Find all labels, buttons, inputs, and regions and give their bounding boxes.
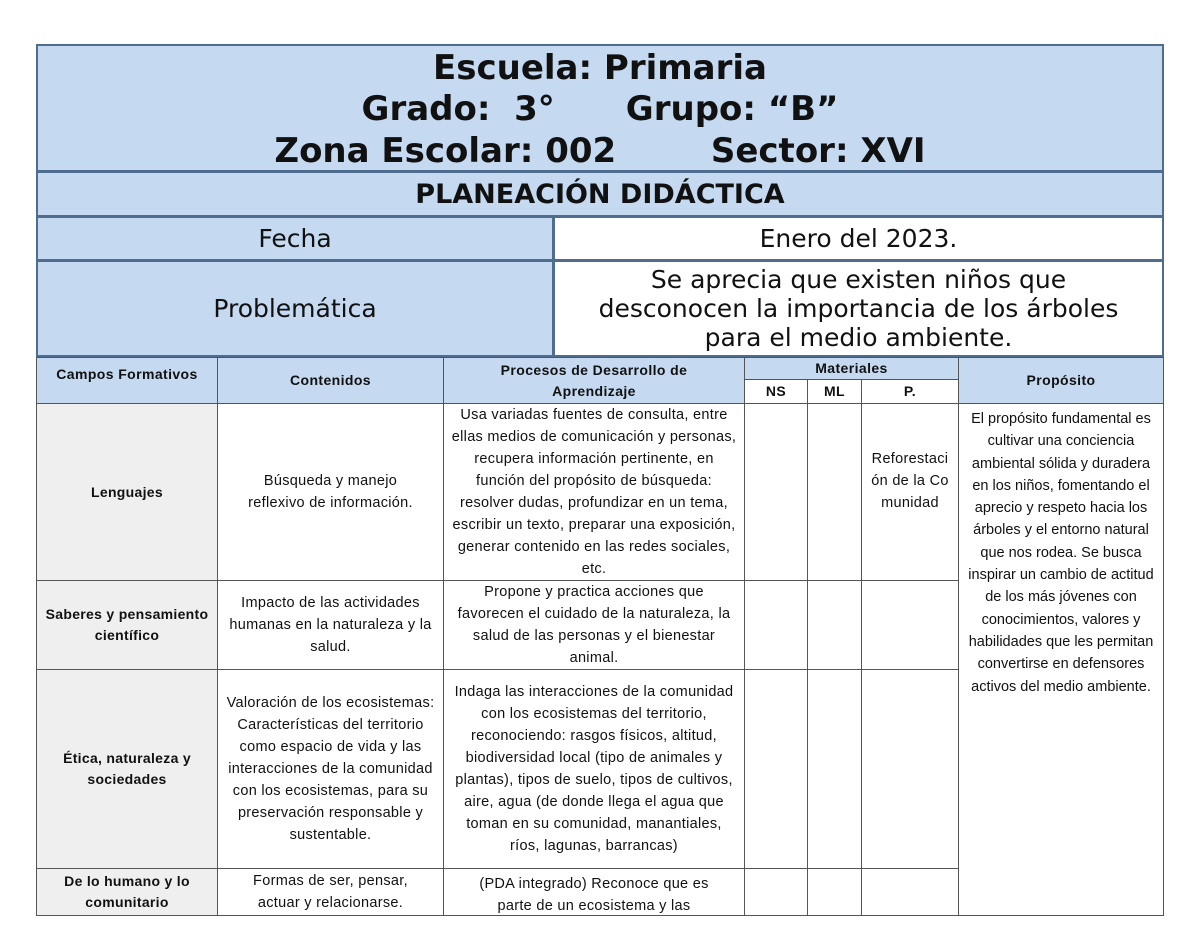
table-row-proceso xyxy=(443,403,745,581)
table-row-contenido xyxy=(217,403,444,581)
proceso-saberes: Propone y practica acciones que favorecen el cuidado de la naturaleza, la salud de las personas y el bienestar animal. xyxy=(457,584,731,666)
problematica-label-cell xyxy=(36,260,554,357)
fecha-label: Fecha xyxy=(258,224,332,253)
campo-humano: De lo humano y lo comunitario xyxy=(64,873,190,910)
proposito-cell xyxy=(958,403,1164,916)
school-name: Escuela: Primaria xyxy=(433,48,767,88)
campo-saberes: Saberes y pensamiento científico xyxy=(45,606,209,643)
contenido-saberes: Impacto de las actividades humanas en la naturaleza y la salud. xyxy=(229,595,432,655)
ml-cell xyxy=(807,868,862,916)
header-ml-text: ML xyxy=(823,383,845,399)
header-materiales-text: Materiales xyxy=(815,360,888,376)
p-cell xyxy=(861,580,959,670)
table-row-proceso xyxy=(443,669,745,869)
ns-cell xyxy=(744,669,808,869)
table-row-campo xyxy=(36,580,218,670)
header-campos xyxy=(36,357,218,404)
table-row-contenido xyxy=(217,580,444,670)
proposito-text: El propósito fundamental es cultivar una conciencia ambiental sólida y duradera en los niños, fomentando el aprecio y respeto hacia los árboles y el entorno natural que nos rodea. Se busca inspirar un cambio de actitud de los más jóvenes con conocimientos, valores y habilidades que les permitan convertirse en defensores activos del medio ambiente. xyxy=(968,411,1154,695)
ns-cell xyxy=(744,403,808,581)
header-procesos-text: Procesos de Desarrollo de Aprendizaje xyxy=(500,361,688,399)
header-procesos xyxy=(443,357,745,404)
p-cell xyxy=(861,669,959,869)
zone-sector: Zona Escolar: 002 Sector: XVI xyxy=(274,131,926,171)
table-row-proceso xyxy=(443,580,745,670)
header-p-text: P. xyxy=(903,383,917,399)
table-row-proceso xyxy=(443,868,745,916)
document-title xyxy=(36,171,1164,217)
header-ns xyxy=(744,379,808,404)
header-materiales xyxy=(744,357,959,380)
ml-cell xyxy=(807,403,862,581)
header-proposito xyxy=(958,357,1164,404)
table-row-campo xyxy=(36,669,218,869)
p-cell xyxy=(861,868,959,916)
table-row-campo xyxy=(36,403,218,581)
problematica-label: Problemática xyxy=(213,294,377,323)
ml-cell xyxy=(807,580,862,670)
document-title-text: PLANEACIÓN DIDÁCTICA xyxy=(415,178,785,210)
problematica-value-cell xyxy=(553,260,1164,357)
p-cell xyxy=(861,403,959,581)
header-campos-text: Campos Formativos xyxy=(56,366,198,382)
header-contenidos xyxy=(217,357,444,404)
table-row-contenido xyxy=(217,669,444,869)
header-ml xyxy=(807,379,862,404)
p-value: Reforestación de la Comunidad xyxy=(871,451,949,511)
fecha-value: Enero del 2023. xyxy=(759,224,958,253)
header-ns-text: NS xyxy=(765,383,787,399)
fecha-label-cell xyxy=(36,216,554,261)
campo-lenguajes: Lenguajes xyxy=(91,483,163,500)
contenido-etica: Valoración de los ecosistemas: Características del territorio como espacio de vida y las interacciones de la comunidad con los ecosistemas, para su preservación responsable y sustentable. xyxy=(226,695,435,843)
table-row-campo xyxy=(36,868,218,916)
problematica-value: Se aprecia que existen niños que desconocen la importancia de los árboles para el medio ambiente. xyxy=(598,265,1119,352)
ns-cell xyxy=(744,868,808,916)
header-p xyxy=(861,379,959,404)
ns-cell xyxy=(744,580,808,670)
school-header xyxy=(36,44,1164,172)
contenido-humano: Formas de ser, pensar, actuar y relacionarse. xyxy=(253,873,408,911)
grade-group: Grado: 3° Grupo: “B” xyxy=(361,89,839,129)
proceso-etica: Indaga las interacciones de la comunidad con los ecosistemas del territorio, reconociendo: rasgos físicos, altitud, biodiversidad local (tipo de animales y plantas), tipos de suelo, tipos de cultivos, aire, agua (de donde llega el agua que toman en su comunidad, manantiales, ríos, lagunas, barrancas) xyxy=(454,684,734,854)
proceso-lenguajes: Usa variadas fuentes de consulta, entre ellas medios de comunicación y personas, recupera información pertinente, en función del propósito de búsqueda: resolver dudas, profundizar en un tema, escribir un texto, preparar una exposición, generar contenido en las redes sociales, etc. xyxy=(451,407,737,577)
header-proposito-text: Propósito xyxy=(1026,372,1096,388)
proceso-humano: (PDA integrado) Reconoce que es parte de un ecosistema y las xyxy=(479,876,709,914)
table-row-contenido xyxy=(217,868,444,916)
header-contenidos-text: Contenidos xyxy=(290,372,371,388)
fecha-value-cell xyxy=(553,216,1164,261)
ml-cell xyxy=(807,669,862,869)
contenido-lenguajes: Búsqueda y manejo reflexivo de información. xyxy=(248,473,413,511)
campo-etica: Ética, naturaleza y sociedades xyxy=(63,750,191,787)
